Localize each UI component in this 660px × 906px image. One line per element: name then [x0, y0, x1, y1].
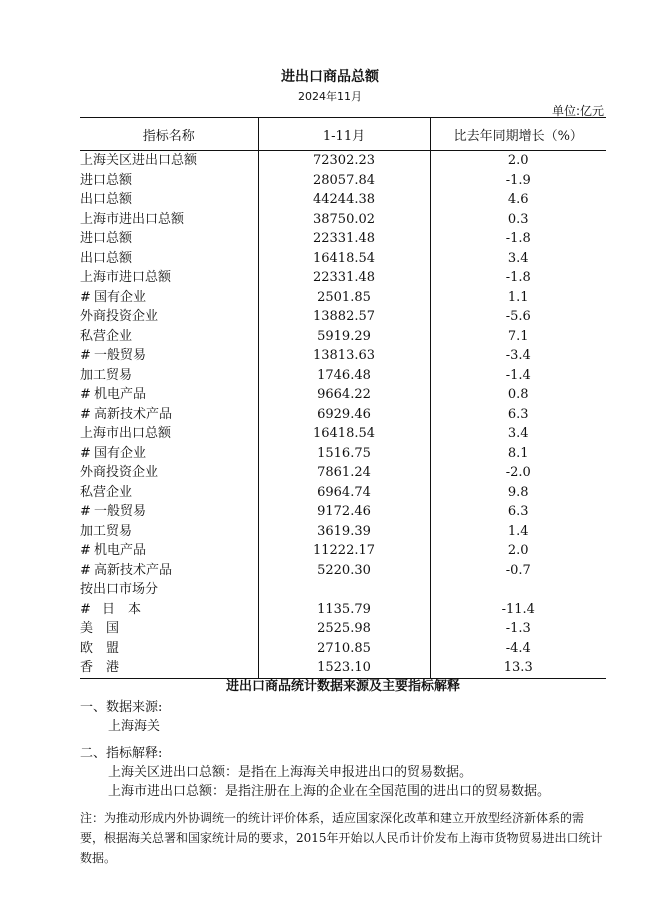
row-label: 一般贸易	[94, 504, 147, 519]
trade-table	[80, 117, 606, 679]
table-row	[80, 658, 606, 678]
row-indicator-name	[80, 424, 258, 444]
row-label: 加工贸易	[80, 523, 133, 539]
row-label: 加工贸易	[80, 367, 133, 383]
page-title: 进出口商品总额	[281, 69, 379, 85]
column-header-growth: 比去年同期增长（%）	[430, 118, 606, 151]
table-row	[80, 502, 606, 522]
row-growth: 0.8	[430, 385, 606, 405]
row-label: 日 本	[102, 601, 142, 617]
row-growth: 9.8	[430, 483, 606, 503]
report-date: 2024年11月	[298, 90, 362, 103]
table-row	[80, 288, 606, 308]
row-growth: -1.9	[430, 171, 606, 191]
row-label: 外商投资企业	[80, 465, 159, 480]
row-label: 进口总额	[80, 231, 133, 246]
row-indicator-name	[80, 463, 258, 483]
table-row	[80, 171, 606, 191]
row-prefix-mark: #	[80, 387, 91, 402]
row-indicator-name	[80, 171, 258, 191]
row-label: 按出口市场分	[80, 582, 159, 597]
row-value: 5919.29	[258, 327, 430, 347]
row-indicator-name	[80, 307, 258, 327]
row-value: 11222.17	[258, 541, 430, 561]
table-row	[80, 619, 606, 639]
row-growth: 7.1	[430, 327, 606, 347]
row-indicator-name	[80, 658, 258, 678]
footnote: 注：为推动形成内外协调统一的统计评价体系，适应国家深化改革和建立开放型经济新体系的需要，根据海关总署和国家统计局的要求，2015年开始以人民币计价发布上海市货物贸易进出口统计数据。	[80, 811, 603, 865]
row-value: 22331.48	[258, 268, 430, 288]
row-growth: 3.4	[430, 249, 606, 269]
table-row	[80, 327, 606, 347]
row-value: 1135.79	[258, 600, 430, 620]
row-growth	[430, 580, 606, 600]
row-growth: 0.3	[430, 210, 606, 230]
row-value: 16418.54	[258, 249, 430, 269]
row-indicator-name	[80, 366, 258, 386]
table-header-row	[80, 118, 606, 151]
source-heading: 一、数据来源:	[80, 700, 163, 715]
table-row	[80, 541, 606, 561]
explain-heading: 二、指标解释:	[80, 746, 163, 761]
row-prefix-mark: #	[80, 348, 91, 363]
row-growth: -1.8	[430, 229, 606, 249]
row-growth: 2.0	[430, 151, 606, 171]
row-label: 美 国	[80, 621, 120, 636]
table-row	[80, 444, 606, 464]
row-growth: 6.3	[430, 502, 606, 522]
row-value: 2501.85	[258, 288, 430, 308]
row-label: 欧 盟	[80, 640, 120, 656]
table-row	[80, 190, 606, 210]
table-row	[80, 580, 606, 600]
row-value: 7861.24	[258, 463, 430, 483]
row-value: 2710.85	[258, 639, 430, 659]
table-row	[80, 307, 606, 327]
row-indicator-name	[80, 580, 258, 600]
row-growth: 3.4	[430, 424, 606, 444]
row-growth: 1.4	[430, 522, 606, 542]
table-row	[80, 405, 606, 425]
row-indicator-name	[80, 288, 258, 308]
row-indicator-name	[80, 249, 258, 269]
row-growth: -1.3	[430, 619, 606, 639]
row-value: 13882.57	[258, 307, 430, 327]
row-label: 上海市出口总额	[80, 426, 172, 441]
row-indicator-name	[80, 541, 258, 561]
row-label: 高新技术产品	[94, 406, 173, 422]
row-indicator-name	[80, 405, 258, 425]
table-row	[80, 483, 606, 503]
row-value: 5220.30	[258, 561, 430, 581]
row-prefix-mark: #	[80, 406, 91, 422]
row-indicator-name	[80, 561, 258, 581]
row-indicator-name	[80, 327, 258, 347]
row-indicator-name	[80, 210, 258, 230]
row-label: 国有企业	[94, 445, 147, 461]
table-row	[80, 151, 606, 171]
row-growth: -2.0	[430, 463, 606, 483]
column-header-indicator: 指标名称	[80, 118, 258, 151]
table-row	[80, 639, 606, 659]
row-label: 外商投资企业	[80, 309, 159, 324]
row-indicator-name	[80, 619, 258, 639]
source-text: 上海海关	[108, 719, 161, 734]
row-value: 44244.38	[258, 190, 430, 210]
row-value: 2525.98	[258, 619, 430, 639]
row-label: 出口总额	[80, 250, 133, 266]
table-row	[80, 210, 606, 230]
row-growth: -11.4	[430, 600, 606, 620]
row-growth: -1.8	[430, 268, 606, 288]
row-growth: -1.4	[430, 366, 606, 386]
row-value: 38750.02	[258, 210, 430, 230]
row-value: 9172.46	[258, 502, 430, 522]
row-indicator-name	[80, 385, 258, 405]
row-prefix-mark: #	[80, 562, 91, 578]
row-prefix-mark: #	[80, 504, 91, 519]
explain-line-1: 上海关区进出口总额：是指在上海海关申报进出口的贸易数据。	[108, 765, 473, 780]
row-label: 私营企业	[80, 484, 133, 500]
notes-spacer	[80, 736, 606, 744]
row-indicator-name	[80, 151, 258, 171]
row-label: 高新技术产品	[94, 562, 173, 578]
row-label: 国有企业	[94, 289, 147, 305]
row-growth: 1.1	[430, 288, 606, 308]
row-value: 13813.63	[258, 346, 430, 366]
table-row	[80, 346, 606, 366]
row-prefix-mark: #	[80, 543, 91, 558]
row-indicator-name	[80, 600, 258, 620]
table-row	[80, 249, 606, 269]
row-value	[258, 580, 430, 600]
row-value: 9664.22	[258, 385, 430, 405]
row-indicator-name	[80, 444, 258, 464]
row-indicator-name	[80, 268, 258, 288]
unit-label: 单位:亿元	[551, 104, 604, 118]
row-value: 16418.54	[258, 424, 430, 444]
explain-line-2: 上海市进出口总额：是指注册在上海的企业在全国范围的进出口的贸易数据。	[108, 784, 551, 799]
notes-section	[80, 678, 606, 801]
row-value: 1516.75	[258, 444, 430, 464]
row-label: 上海关区进出口总额	[80, 153, 198, 168]
row-prefix-mark: #	[80, 445, 91, 461]
row-indicator-name	[80, 346, 258, 366]
row-value: 1746.48	[258, 366, 430, 386]
column-header-period: 1-11月	[258, 118, 430, 151]
row-growth: 6.3	[430, 405, 606, 425]
row-growth: 8.1	[430, 444, 606, 464]
row-value: 6929.46	[258, 405, 430, 425]
table-row	[80, 385, 606, 405]
row-label: 出口总额	[80, 192, 133, 207]
row-indicator-name	[80, 639, 258, 659]
row-value: 72302.23	[258, 151, 430, 171]
row-value: 1523.10	[258, 658, 430, 678]
row-indicator-name	[80, 190, 258, 210]
row-indicator-name	[80, 522, 258, 542]
row-value: 28057.84	[258, 171, 430, 191]
table-body	[80, 151, 606, 679]
row-growth: -4.4	[430, 639, 606, 659]
row-indicator-name	[80, 502, 258, 522]
row-label: 上海市进出口总额	[80, 211, 185, 227]
row-growth: -0.7	[430, 561, 606, 581]
row-growth: -3.4	[430, 346, 606, 366]
row-prefix-mark: #	[80, 289, 91, 305]
row-value: 3619.39	[258, 522, 430, 542]
row-label: 一般贸易	[94, 348, 147, 363]
row-value: 22331.48	[258, 229, 430, 249]
row-indicator-name	[80, 229, 258, 249]
row-label: 私营企业	[80, 328, 133, 344]
row-value: 6964.74	[258, 483, 430, 503]
row-label: 香 港	[80, 660, 120, 675]
row-indicator-name	[80, 483, 258, 503]
notes-title: 进出口商品统计数据来源及主要指标解释	[225, 679, 460, 694]
table-row	[80, 424, 606, 444]
row-growth: 4.6	[430, 190, 606, 210]
row-growth: -5.6	[430, 307, 606, 327]
row-growth: 2.0	[430, 541, 606, 561]
row-label: 机电产品	[94, 543, 147, 558]
row-growth: 13.3	[430, 658, 606, 678]
table-row	[80, 600, 606, 620]
table-row	[80, 366, 606, 386]
row-label: 进口总额	[80, 172, 133, 188]
table-row	[80, 561, 606, 581]
row-prefix-mark: #	[80, 601, 91, 617]
table-row	[80, 268, 606, 288]
table-row	[80, 463, 606, 483]
table-row	[80, 229, 606, 249]
row-label: 上海市进口总额	[80, 270, 172, 285]
table-row	[80, 522, 606, 542]
row-label: 机电产品	[94, 387, 147, 402]
